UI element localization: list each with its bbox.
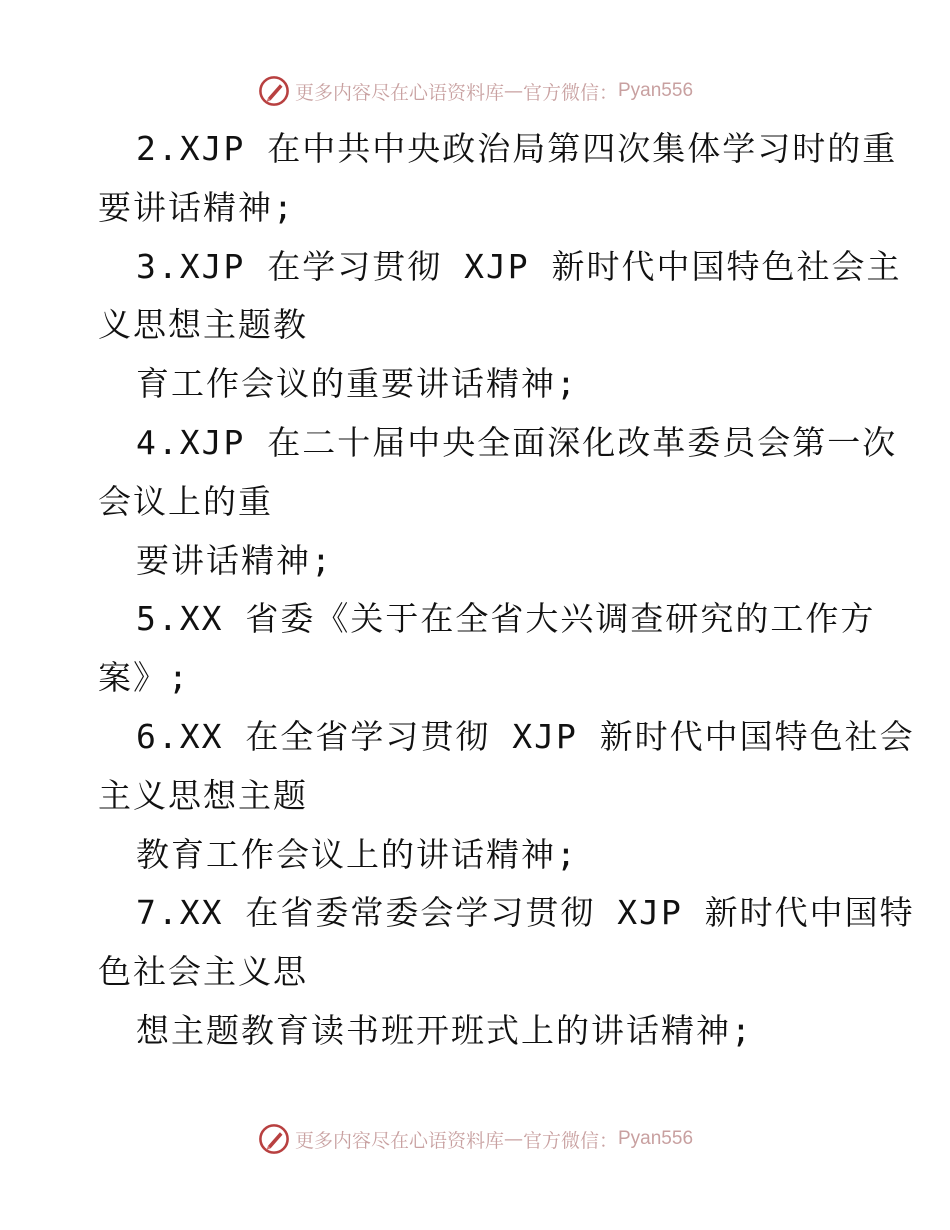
watermark-wechat-id: Pyan556: [618, 80, 694, 101]
watermark-dash: —: [503, 80, 523, 102]
body-line: 义思想主题教: [98, 305, 308, 345]
body-line: 5.XX 省委《关于在全省大兴调查研究的工作方: [136, 599, 876, 639]
footer-watermark: [0, 1119, 950, 1159]
body-line: 会议上的重: [98, 481, 273, 521]
body-line: 3.XJP 在学习贯彻 XJP 新时代中国特色社会主: [136, 246, 902, 286]
body-line: 教育工作会议上的讲话精神;: [136, 834, 578, 874]
watermark-cn-text: 更多内容尽在心语资料库: [294, 1129, 504, 1152]
body-line: 要讲话精神;: [98, 187, 295, 227]
body-line: 7.XX 在省委常委会学习贯彻 XJP 新时代中国特: [136, 893, 915, 933]
body-line: 4.XJP 在二十届中央全面深化改革委员会第一次: [136, 422, 898, 462]
watermark-wechat-label: 官方微信：: [522, 81, 618, 104]
watermark-wechat-label: 官方微信：: [522, 1129, 618, 1152]
body-line: 要讲话精神;: [136, 540, 333, 580]
body-line: 2.XJP 在中共中央政治局第四次集体学习时的重: [136, 129, 898, 168]
body-line: 主义思想主题: [98, 775, 308, 815]
body-line: 案》;: [98, 658, 190, 698]
body-line: 想主题教育读书班开班式上的讲话精神;: [136, 1010, 753, 1050]
body-line: 色社会主义思: [98, 952, 308, 992]
document-body: [98, 120, 915, 1061]
watermark-cn-text: 更多内容尽在心语资料库: [294, 81, 504, 104]
body-line: 育工作会议的重要讲话精神;: [136, 364, 578, 404]
watermark-wechat-id: Pyan556: [618, 1128, 694, 1149]
watermark-dash: —: [503, 1128, 523, 1150]
header-watermark: [0, 71, 950, 111]
body-line: 6.XX 在全省学习贯彻 XJP 新时代中国特色社会: [136, 716, 915, 756]
pen-circle-logo-icon: [257, 1122, 291, 1156]
pen-circle-logo-icon: [257, 74, 291, 108]
